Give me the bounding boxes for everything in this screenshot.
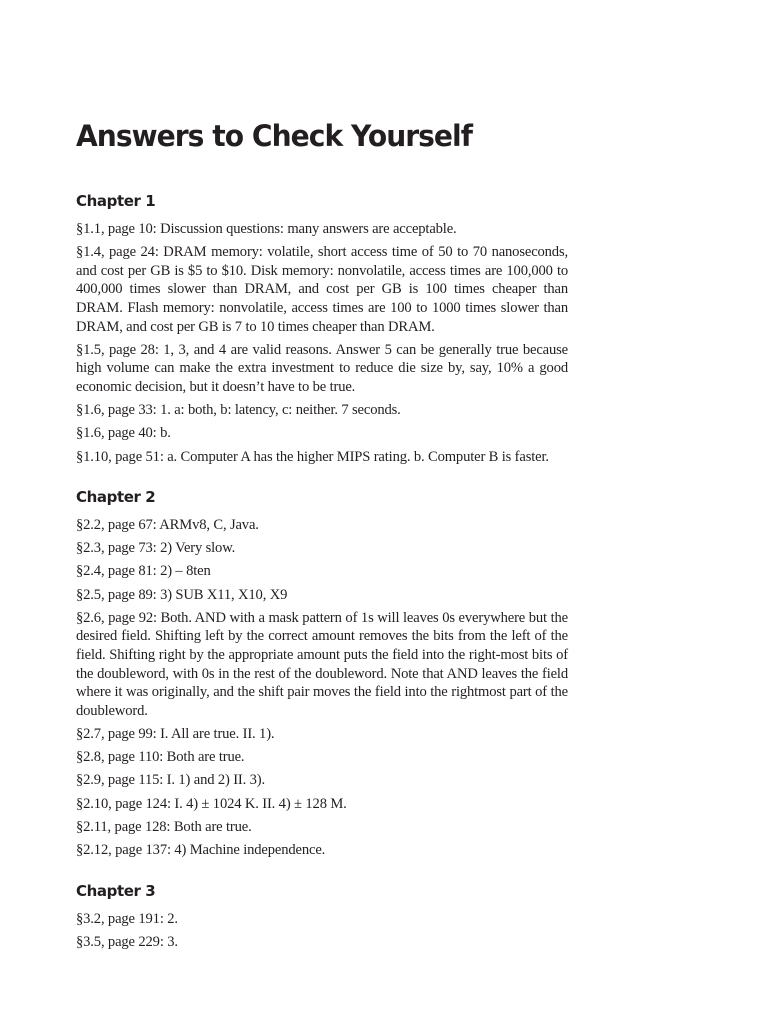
answer-item: §3.5, page 229: 3. xyxy=(76,933,178,950)
answer-item: §2.2, page 67: ARMv8, C, Java. xyxy=(76,517,259,534)
answer-item: §2.3, page 73: 2) Very slow. xyxy=(76,540,236,557)
chapter-2-section xyxy=(76,488,568,859)
chapter-heading: Chapter 1 xyxy=(76,192,156,210)
chapter-1-section xyxy=(76,192,568,466)
answer-item: §2.9, page 115: I. 1) and 2) II. 3). xyxy=(76,772,265,789)
answer-item: §3.2, page 191: 2. xyxy=(76,910,178,927)
chapter-3-section xyxy=(76,882,568,952)
chapter-heading: Chapter 3 xyxy=(76,881,156,900)
answer-item: §2.5, page 89: 3) SUB X11, X10, X9 xyxy=(76,586,288,603)
answers-page xyxy=(76,118,568,973)
answer-item: §2.10, page 124: I. 4) ± 1024 K. II. 4) ± 128 M. xyxy=(76,795,347,812)
answer-item: §1.6, page 40: b. xyxy=(76,425,171,442)
answer-item: §2.7, page 99: I. All are true. II. 1). xyxy=(76,726,275,742)
chapter-heading: Chapter 2 xyxy=(76,488,156,507)
answer-item: §2.4, page 81: 2) – 8ten xyxy=(76,563,211,580)
answer-item: §1.4, page 24: DRAM memory: volatile, short access time of 50 to 70 nanoseconds, and cost per GB is $5 to $10. Disk memory: nonvolatile, access times are 100,000 to 400,000 times slower than DRAM, and cost per GB is 100 times cheaper than DRAM. Flash memory: nonvolatile, access times are 100 to 1000 times slower than DRAM, and cost per GB is 7 to 10 times cheaper than DRAM. xyxy=(76,244,568,335)
answer-item: §2.8, page 110: Both are true. xyxy=(76,749,245,766)
answer-item: §1.10, page 51: a. Computer A has the higher MIPS rating. b. Computer B is faster. xyxy=(76,448,549,465)
answer-item: §2.12, page 137: 4) Machine independence. xyxy=(76,841,326,858)
answer-item: §1.6, page 33: 1. a: both, b: latency, c: neither. 7 seconds. xyxy=(76,402,401,419)
page-title: Answers to Check Yourself xyxy=(76,119,472,153)
answer-item: §1.5, page 28: 1, 3, and 4 are valid reasons. Answer 5 can be generally true because high volume can make the extra investment to reduce die size by, say, 10% a good economic decision, but it doesn’t have to be true. xyxy=(76,341,568,395)
answer-item: §1.1, page 10: Discussion questions: many answers are acceptable. xyxy=(76,221,457,237)
answer-item: §2.11, page 128: Both are true. xyxy=(76,818,252,835)
answer-item: §2.6, page 92: Both. AND with a mask pattern of 1s will leaves 0s everywhere but the desired field. Shifting left by the correct amount removes the bits from the left of the field. Shifting right by the appropriate amount puts the field into the right-most bits of the doubleword, with 0s in the rest of the doubleword. Note that AND leaves the field where it was originally, and the shift pair moves the field into the rightmost part of the doubleword. xyxy=(76,609,568,719)
